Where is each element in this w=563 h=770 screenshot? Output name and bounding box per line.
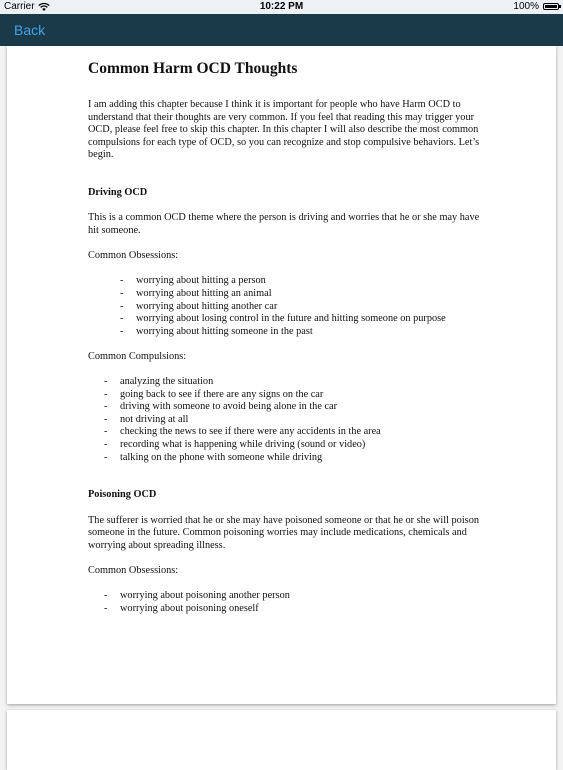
list-item: - worrying about poisoning another person — [104, 590, 290, 602]
carrier-label: Carrier — [4, 1, 35, 12]
list-item: - worrying about poisoning oneself — [104, 602, 259, 614]
list-item: - worrying about hitting a person — [120, 275, 266, 287]
list-item: - not driving at all — [104, 413, 189, 425]
status-bar — [0, 0, 563, 14]
section-heading: Poisoning OCD — [88, 489, 157, 501]
list-item: - checking the news to see if there were any accidents in the area — [104, 426, 381, 438]
list-item: - recording what is happening while driving (sound or video) — [104, 439, 366, 451]
document-page[interactable] — [7, 46, 556, 704]
section-heading: Driving OCD — [88, 187, 148, 199]
section-description: This is a common OCD theme where the person is driving and worries that he or she may have hit someone. — [88, 212, 480, 236]
compulsions-list — [88, 376, 483, 464]
obsessions-label: Common Obsessions: — [88, 564, 179, 576]
intro-paragraph: I am adding this chapter because I think it is important for people who have Harm OCD to understand that their thoughts are very common. If you feel that reading this may trigger your OCD, please feel free to skip this chapter. In this chapter I will also describe the most common compulsions for each type of OCD, so you can recognize and stop compulsive behaviors. Let’s begin. — [88, 99, 480, 161]
battery-percentage: 100% — [513, 1, 539, 12]
list-item: - worrying about hitting another car — [120, 300, 278, 312]
list-item: - analyzing the situation — [104, 376, 214, 388]
obsessions-label: Common Obsessions: — [88, 250, 179, 262]
list-item: - worrying about hitting someone in the past — [120, 325, 313, 337]
chapter-title: Common Harm OCD Thoughts — [88, 60, 298, 77]
list-item: - going back to see if there are any signs on the car — [104, 388, 324, 400]
compulsions-label: Common Compulsions: — [88, 350, 187, 362]
section-description: The sufferer is worried that he or she may have poisoned someone or that he or she will poison someone in the future. Common poisoning worries may include medications, chemicals and worrying about spreading illness. — [88, 514, 479, 551]
obsessions-list — [88, 275, 483, 338]
list-item: - talking on the phone with someone while driving — [104, 451, 323, 463]
document-content — [88, 60, 483, 628]
next-document-page[interactable] — [7, 710, 556, 770]
list-item: - driving with someone to avoid being alone in the car — [104, 401, 338, 413]
obsessions-list — [88, 590, 483, 615]
battery-icon — [543, 3, 559, 10]
list-item: - worrying about hitting an animal — [120, 287, 272, 299]
list-item: - worrying about losing control in the future and hitting someone on purpose — [120, 313, 446, 325]
back-button[interactable]: Back — [14, 22, 46, 38]
navigation-bar — [0, 14, 563, 46]
clock: 10:22 PM — [259, 1, 304, 12]
